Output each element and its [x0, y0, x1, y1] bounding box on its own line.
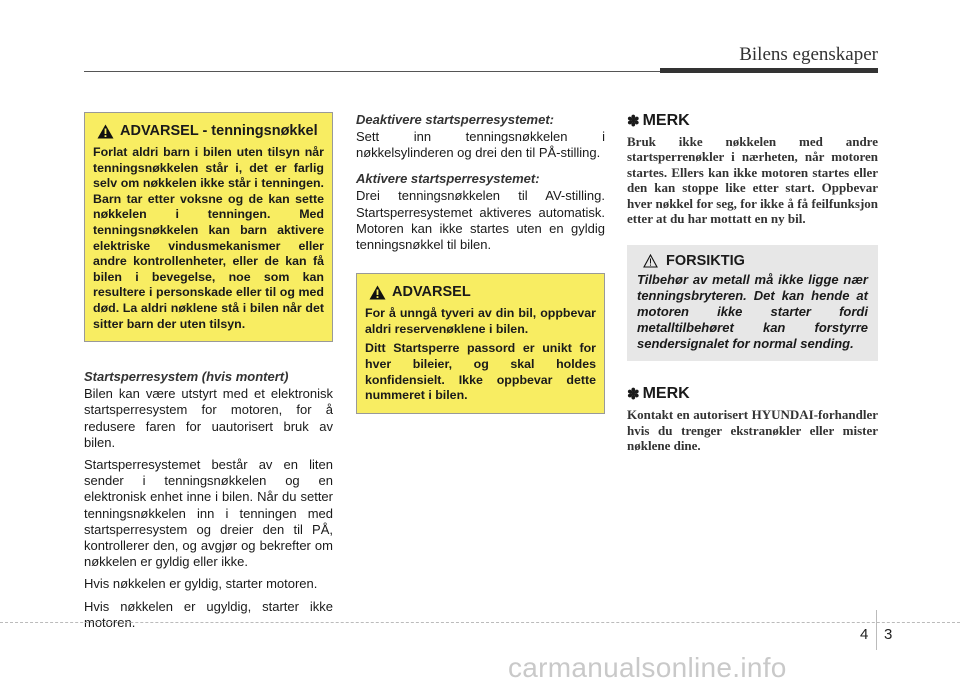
caution-title: [637, 253, 868, 269]
warning-triangle-icon: [97, 124, 114, 139]
column-left: [84, 112, 333, 637]
caution-text: Tilbehør av metall må ikke ligge nær tenningsbryteren. Det kan hende at motoren ikke starter fordi metalltilbehøret kan forstyrre sendersignalet for normal sending.: [637, 272, 868, 352]
footer-separator: [876, 610, 877, 650]
caution-box: [627, 245, 878, 361]
column-right: [627, 112, 878, 454]
caution-triangle-icon: [643, 254, 658, 268]
footer-rule: [0, 622, 960, 623]
note-heading: [627, 385, 878, 403]
chapter-number: 4: [860, 626, 869, 643]
header-rule-accent: [660, 68, 878, 73]
note-title: MERK: [642, 385, 690, 403]
warning-box-ignition-key: [84, 112, 333, 342]
page-number: 3: [884, 626, 893, 643]
warning-text: Ditt Startsperre passord er unikt for hver bileier, og skal holdes konfidensielt. Ikke oppbevar dette nummeret i bilen.: [365, 341, 596, 403]
note-asterisk-icon: ✽: [627, 113, 640, 130]
warning-title-label: ADVARSEL - tenningsnøkkel: [120, 123, 318, 139]
paragraph: Startsperresystemet består av en liten sender i tenningsnøkkelen og en elektronisk enhet inne i bilen. Når du setter tenningsnøkkelen inn i tenningen med startsperresystem og dreier den til PÅ, kontrollerer den, og avgjør og bekrefter om nøkkelen er gyldig eller ikke.: [84, 456, 333, 570]
subheading-deactivate: Deaktivere startsperresystemet:: [356, 112, 555, 127]
paragraph: Hvis nøkkelen er gyldig, starter motoren.: [84, 576, 318, 592]
subheading-immobilizer: Startsperresystem (hvis montert): [84, 369, 289, 385]
warning-box-theft: [356, 273, 605, 414]
note-title: MERK: [642, 112, 690, 129]
paragraph: Hvis nøkkelen er ugyldig, starter ikke motoren.: [84, 598, 333, 630]
warning-title: [93, 123, 324, 139]
warning-text: Forlat aldri barn i bilen uten tilsyn når tenningsnøkkelen står i, det er farlig selv om nøkkelen ikke står i tenningen. Barn tar etter voksne og de kan sette nøkkelen i tenningen. Med tenningsnøkkelen kan barn aktivere elektriske vindusmekanismer eller andre kontrollenheter, eller de kan få bilen i bevegelse, noe som kan resultere i personskade eller til og med død. La aldri nøklene stå i bilen når det sitter barn der uten tilsyn.: [93, 145, 324, 331]
paragraph-deactivate: Sett inn tenningsnøkkelen i nøkkelsylinderen og drei den til PÅ-stilling.: [356, 129, 605, 161]
warning-title-label: ADVARSEL: [392, 284, 471, 301]
caution-title-label: FORSIKTIG: [666, 253, 745, 270]
note-asterisk-icon: ✽: [627, 386, 640, 404]
note-heading: [627, 112, 878, 130]
note-text: Kontakt en autorisert HYUNDAI-forhandler hvis du trenger ekstranøkler eller mister nøklene dine.: [627, 407, 878, 454]
column-middle: [356, 112, 605, 414]
subheading-activate: Aktivere startsperresystemet:: [356, 171, 540, 187]
paragraph: Bilen kan være utstyrt med et elektronisk startsperresystem for motoren, for å redusere faren for uautorisert bruk av bilen.: [84, 386, 333, 450]
note-text: Bruk ikke nøkkelen med andre startsperrenøkler i nærheten, når motoren startes. Ellers kan ikke motoren startes eller den kan stoppe like etter start. Oppbevar hver nøkkel for seg, for ikke å få feilfunksjon etter at du har mottatt en ny bil.: [627, 134, 878, 227]
watermark: carmanualsonline.info: [508, 652, 787, 683]
warning-triangle-icon: [369, 285, 386, 300]
section-title: Bilens egenskaper: [739, 44, 878, 65]
warning-text: For å unngå tyveri av din bil, oppbevar aldri reservenøklene i bilen.: [365, 306, 596, 336]
warning-title: [365, 284, 596, 300]
paragraph-activate: Drei tenningsnøkkelen til AV-stilling. Startsperresystemet aktiveres automatisk. Motoren kan ikke startes uten en gyldig tenningsnøkkel til bilen.: [356, 188, 605, 253]
